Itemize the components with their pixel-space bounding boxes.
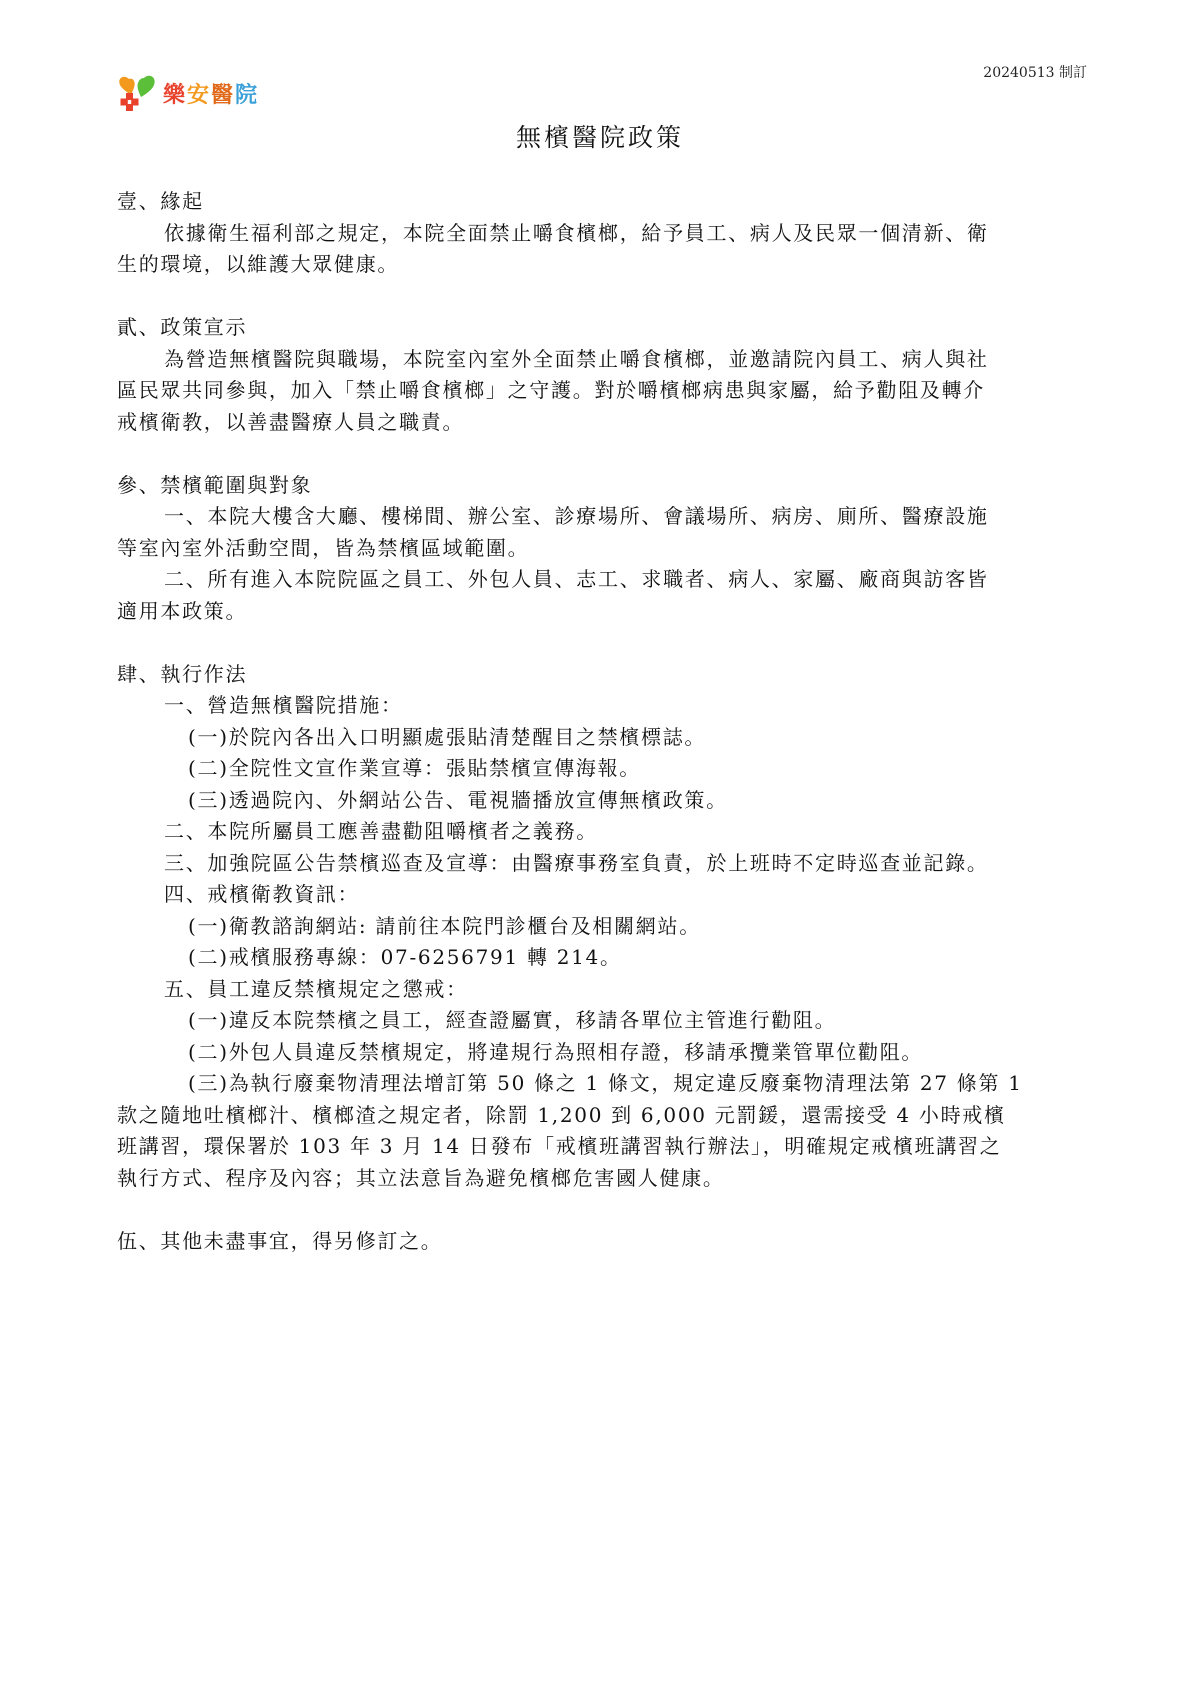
list-item: 四、戒檳衛教資訊： bbox=[164, 882, 360, 906]
sub-list-item: (一)衛教諮詢網站: 請前往本院門診櫃台及相關網站。 bbox=[188, 913, 701, 938]
document-body bbox=[117, 186, 1091, 1257]
sub-list-item: (二)外包人員違反禁檳規定，將違規行為照相存證，移請承攬業管單位勸阻。 bbox=[188, 1039, 924, 1064]
hospital-logo-icon bbox=[117, 73, 157, 113]
sub-list-item: (二)戒檳服務專線：07-6256791 轉 214。 bbox=[188, 945, 622, 969]
list-item-line: 二、所有進入本院院區之員工、外包人員、志工、求職者、病人、家屬、廠商與訪客皆 bbox=[164, 567, 989, 591]
list-item-line: 一、本院大樓含大廳、樓梯間、辦公室、診療場所、會議場所、病房、廁所、醫療設施 bbox=[164, 504, 989, 528]
sub-list-item: (三)為執行廢棄物清理法增訂第 50 條之 1 條文，規定違反廢棄物清理法第 27 條第 1 bbox=[188, 1071, 1023, 1095]
section-heading: 伍、其他未盡事宜，得另修訂之。 bbox=[117, 1228, 443, 1253]
section-heading: 壹、緣起 bbox=[117, 189, 204, 213]
paragraph-line: 依據衛生福利部之規定，本院全面禁止嚼食檳榔，給予員工、病人及民眾一個清新、衛 bbox=[164, 220, 989, 245]
list-item: 三、加強院區公告禁檳巡查及宣導：由醫療事務室負責，於上班時不定時巡查並記錄。 bbox=[164, 850, 989, 875]
sub-list-item: (三)透過院內、外網站公告、電視牆播放宣傳無檳政策。 bbox=[188, 787, 728, 812]
list-item: 二、本院所屬員工應善盡勸阻嚼檳者之義務。 bbox=[164, 819, 598, 843]
sub-list-item-continuation: 款之隨地吐檳榔汁、檳榔渣之規定者，除罰 1,200 到 6,000 元罰鍰，還需接受 4 小時戒檳 bbox=[117, 1102, 1006, 1127]
paragraph-line: 為營造無檳醫院與職場，本院室內室外全面禁止嚼食檳榔，並邀請院內員工、病人與社 bbox=[164, 346, 989, 371]
sub-list-item: (二)全院性文宣作業宣導：張貼禁檳宣傳海報。 bbox=[188, 756, 642, 780]
sub-list-item-continuation: 執行方式、程序及內容；其立法意旨為避免檳榔危害國人健康。 bbox=[117, 1165, 725, 1190]
paragraph-line: 區民眾共同參與，加入「禁止嚼食檳榔」之守護。對於嚼檳榔病患與家屬，給予勸阻及轉介 bbox=[117, 378, 985, 402]
list-item: 一、營造無檳醫院措施： bbox=[164, 693, 403, 717]
section-heading: 肆、執行作法 bbox=[117, 661, 248, 686]
list-item: 五、員工違反禁檳規定之懲戒： bbox=[164, 976, 468, 1001]
revision-date: 20240513 制訂 bbox=[983, 65, 1087, 81]
list-item-line: 等室內室外活動空間，皆為禁檳區域範圍。 bbox=[117, 535, 530, 560]
section-heading: 貳、政策宣示 bbox=[117, 315, 248, 339]
hospital-logo-text: 樂安醫院 bbox=[163, 82, 260, 108]
sub-list-item-continuation: 班講習，環保署於 103 年 3 月 14 日發布「戒檳班講習執行辦法」，明確規定戒檳班講習之 bbox=[117, 1134, 1002, 1158]
sub-list-item: (一)於院內各出入口明顯處張貼清楚醒目之禁檳標誌。 bbox=[188, 724, 707, 749]
paragraph-line: 戒檳衛教，以善盡醫療人員之職責。 bbox=[117, 409, 465, 434]
list-item-line: 適用本政策。 bbox=[117, 598, 248, 623]
paragraph-line: 生的環境，以維護大眾健康。 bbox=[117, 252, 400, 276]
hospital-logo bbox=[117, 72, 259, 114]
section-heading: 參、禁檳範圍與對象 bbox=[117, 472, 313, 497]
document-title: 無檳醫院政策 bbox=[515, 123, 684, 152]
sub-list-item: (一)違反本院禁檳之員工，經查證屬實，移請各單位主管進行勸阻。 bbox=[188, 1008, 837, 1032]
